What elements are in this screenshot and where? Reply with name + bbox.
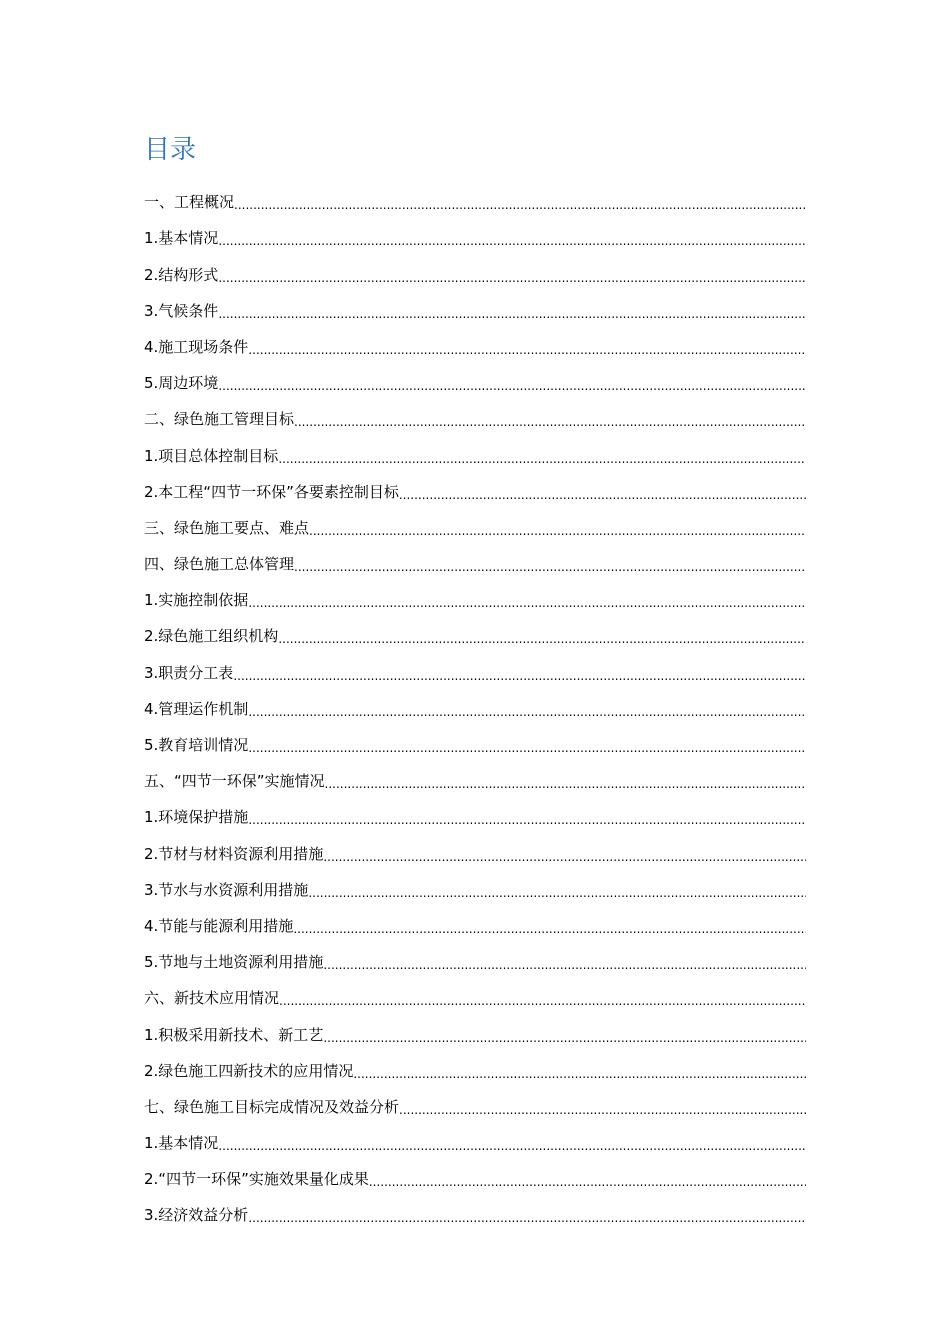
- toc-dot-leader: [323, 952, 806, 972]
- toc-list: [144, 178, 806, 1227]
- toc-entry-label: 2.绿色施工四新技术的应用情况: [144, 1061, 354, 1080]
- toc-entry-label: 1.基本情况: [144, 1134, 219, 1153]
- toc-entry-label: 4.施工现场条件: [144, 337, 249, 356]
- toc-entry-label: 4.管理运作机制: [144, 699, 249, 718]
- toc-entry[interactable]: [144, 576, 806, 612]
- toc-entry-label: 3.气候条件: [144, 301, 219, 320]
- toc-dot-leader: [218, 301, 806, 321]
- toc-entry[interactable]: [144, 974, 806, 1010]
- toc-dot-leader: [233, 663, 806, 683]
- toc-entry-label: 2.绿色施工组织机构: [144, 627, 279, 646]
- toc-entry[interactable]: [144, 323, 806, 359]
- toc-entry-label: 2.“四节一环保”实施效果量化成果: [144, 1170, 369, 1189]
- toc-dot-leader: [294, 409, 806, 429]
- toc-dot-leader: [353, 1061, 806, 1081]
- toc-dot-leader: [308, 880, 806, 900]
- toc-dot-leader: [323, 1025, 806, 1045]
- toc-entry-label: 2.结构形式: [144, 265, 219, 284]
- toc-entry[interactable]: [144, 757, 806, 793]
- toc-dot-leader: [218, 228, 806, 248]
- toc-dot-leader: [278, 626, 806, 646]
- toc-entry[interactable]: [144, 178, 806, 214]
- toc-dot-leader: [278, 446, 806, 466]
- toc-entry[interactable]: [144, 902, 806, 938]
- toc-dot-leader: [293, 916, 806, 936]
- toc-dot-leader: [309, 518, 806, 538]
- toc-entry-label: 5.节地与土地资源利用措施: [144, 953, 324, 972]
- toc-entry[interactable]: [144, 938, 806, 974]
- toc-entry[interactable]: [144, 395, 806, 431]
- toc-entry[interactable]: [144, 829, 806, 865]
- toc-dot-leader: [248, 1205, 806, 1225]
- toc-dot-leader: [323, 844, 806, 864]
- toc-entry-label: 六、新技术应用情况: [144, 989, 280, 1008]
- toc-entry[interactable]: [144, 214, 806, 250]
- toc-entry-label: 3.职责分工表: [144, 663, 234, 682]
- toc-dot-leader: [234, 192, 806, 212]
- toc-entry[interactable]: [144, 1047, 806, 1083]
- toc-entry[interactable]: [144, 685, 806, 721]
- toc-entry-label: 3.节水与水资源利用措施: [144, 880, 309, 899]
- toc-dot-leader: [248, 807, 806, 827]
- toc-dot-leader: [218, 1133, 806, 1153]
- toc-entry[interactable]: [144, 431, 806, 467]
- toc-entry[interactable]: [144, 504, 806, 540]
- toc-entry[interactable]: [144, 468, 806, 504]
- toc-entry-label: 1.积极采用新技术、新工艺: [144, 1025, 324, 1044]
- toc-entry-label: 四、绿色施工总体管理: [144, 555, 295, 574]
- toc-entry-label: 1.实施控制依据: [144, 591, 249, 610]
- toc-entry-label: 4.节能与能源利用措施: [144, 916, 294, 935]
- toc-entry-label: 3.经济效益分析: [144, 1206, 249, 1225]
- toc-dot-leader: [279, 988, 806, 1008]
- toc-dot-leader: [369, 1169, 806, 1189]
- toc-entry-label: 2.本工程“四节一环保”各要素控制目标: [144, 482, 399, 501]
- toc-dot-leader: [248, 590, 806, 610]
- toc-entry[interactable]: [144, 1083, 806, 1119]
- toc-entry[interactable]: [144, 250, 806, 286]
- toc-entry-label: 1.环境保护措施: [144, 808, 249, 827]
- toc-dot-leader: [218, 373, 806, 393]
- toc-dot-leader: [399, 482, 806, 502]
- toc-dot-leader: [399, 1097, 806, 1117]
- toc-entry-label: 5.周边环境: [144, 374, 219, 393]
- toc-entry-label: 二、绿色施工管理目标: [144, 410, 295, 429]
- toc-dot-leader: [248, 735, 806, 755]
- toc-entry[interactable]: [144, 793, 806, 829]
- toc-entry-label: 2.节材与材料资源利用措施: [144, 844, 324, 863]
- toc-entry[interactable]: [144, 612, 806, 648]
- toc-entry[interactable]: [144, 1191, 806, 1227]
- toc-title: 目录: [144, 135, 197, 165]
- toc-entry-label: 五、“四节一环保”实施情况: [144, 772, 325, 791]
- toc-entry[interactable]: [144, 540, 806, 576]
- toc-dot-leader: [325, 771, 806, 791]
- toc-entry[interactable]: [144, 648, 806, 684]
- toc-entry-label: 1.项目总体控制目标: [144, 446, 279, 465]
- toc-entry[interactable]: [144, 1010, 806, 1046]
- toc-dot-leader: [248, 699, 806, 719]
- toc-entry[interactable]: [144, 359, 806, 395]
- toc-entry[interactable]: [144, 1155, 806, 1191]
- toc-entry-label: 七、绿色施工目标完成情况及效益分析: [144, 1097, 400, 1116]
- toc-entry[interactable]: [144, 1119, 806, 1155]
- toc-entry[interactable]: [144, 721, 806, 757]
- toc-dot-leader: [294, 554, 806, 574]
- toc-entry-label: 三、绿色施工要点、难点: [144, 518, 310, 537]
- toc-dot-leader: [248, 337, 806, 357]
- toc-entry-label: 一、工程概况: [144, 193, 235, 212]
- toc-entry[interactable]: [144, 866, 806, 902]
- toc-entry-label: 5.教育培训情况: [144, 736, 249, 754]
- toc-dot-leader: [218, 265, 806, 285]
- toc-entry[interactable]: [144, 287, 806, 323]
- toc-entry-label: 1.基本情况: [144, 229, 219, 248]
